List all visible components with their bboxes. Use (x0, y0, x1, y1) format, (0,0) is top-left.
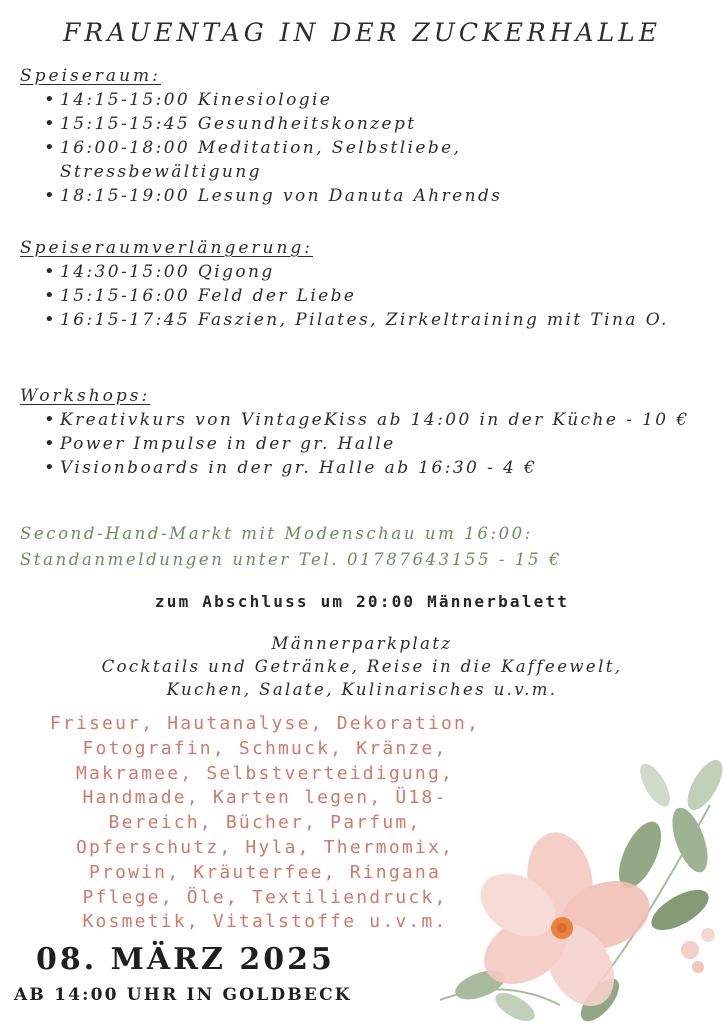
section-speiseraum (20, 64, 710, 208)
section-workshops (20, 384, 710, 480)
vendor-line: Handmade, Karten legen, Ü18- (82, 787, 448, 809)
vendor-line: Fotografin, Schmuck, Kränze, (82, 737, 448, 759)
schedule-item: • 18:15-19:00 Lesung von Danuta Ahrends (20, 184, 710, 208)
parking-line: Cocktails und Getränke, Reise in die Kaffeewelt, (101, 657, 623, 676)
workshop-list (20, 408, 710, 480)
schedule-item: • 16:15-17:45 Faszien, Pilates, Zirkeltraining mit Tina O. (20, 308, 670, 332)
market-phone-line: Standanmeldungen unter Tel. 01787643155 - 15 € (20, 550, 563, 569)
parking-title: Männerparkplatz (271, 634, 453, 653)
market-line: Second-Hand-Markt mit Modenschau um 16:00: (20, 524, 533, 543)
poster-title: FRAUENTAG IN DER ZUCKERHALLE (62, 18, 662, 47)
schedule-item: • 16:00-18:00 Meditation, Selbstliebe, Stressbewältigung (20, 136, 580, 184)
section-heading: Speiseraumverlängerung: (20, 238, 314, 258)
schedule-list (20, 260, 710, 332)
vendor-line: Makramee, Selbstverteidigung, (75, 762, 455, 784)
vendor-line: Kosmetik, Vitalstoffe u.v.m. (82, 911, 448, 933)
vendor-line: Bereich, Bücher, Parfum, (108, 812, 422, 834)
vendor-line: Prowin, Kräuterfee, Ringana (89, 861, 441, 883)
vendor-line: Opferschutz, Hyla, Thermomix, (75, 836, 455, 858)
second-hand-market-note (20, 521, 710, 573)
schedule-item: • 15:15-15:45 Gesundheitskonzept (20, 112, 710, 136)
workshop-item: • Visionboards in der gr. Halle ab 16:30 - 4 € (20, 456, 710, 480)
vendor-line: Pflege, Öle, Textiliendruck, (82, 886, 448, 908)
workshop-item: • Kreativkurs von VintageKiss ab 14:00 in der Küche - 10 € (20, 408, 690, 432)
schedule-item: • 14:30-15:00 Qigong (20, 260, 710, 284)
section-speiseraumverlaengerung (20, 236, 710, 332)
schedule-item: • 14:15-15:00 Kinesiologie (20, 88, 710, 112)
event-time-location: AB 14:00 UHR IN GOLDBECK (14, 985, 352, 1005)
workshop-item: • Power Impulse in der gr. Halle (20, 432, 710, 456)
maennerparkplatz-block (0, 632, 724, 701)
watercolor-flower-illustration (440, 745, 724, 1024)
event-date: 08. MÄRZ 2025 (36, 942, 335, 977)
finale-announcement: zum Abschluss um 20:00 Männerbalett (154, 592, 570, 611)
schedule-list (20, 88, 710, 208)
section-heading: Speiseraum: (20, 66, 161, 86)
parking-line: Kuchen, Salate, Kulinarisches u.v.m. (166, 680, 558, 699)
section-heading: Workshops: (20, 386, 151, 406)
schedule-item: • 15:15-16:00 Feld der Liebe (20, 284, 710, 308)
vendor-line: Friseur, Hautanalyse, Dekoration, (49, 713, 481, 734)
